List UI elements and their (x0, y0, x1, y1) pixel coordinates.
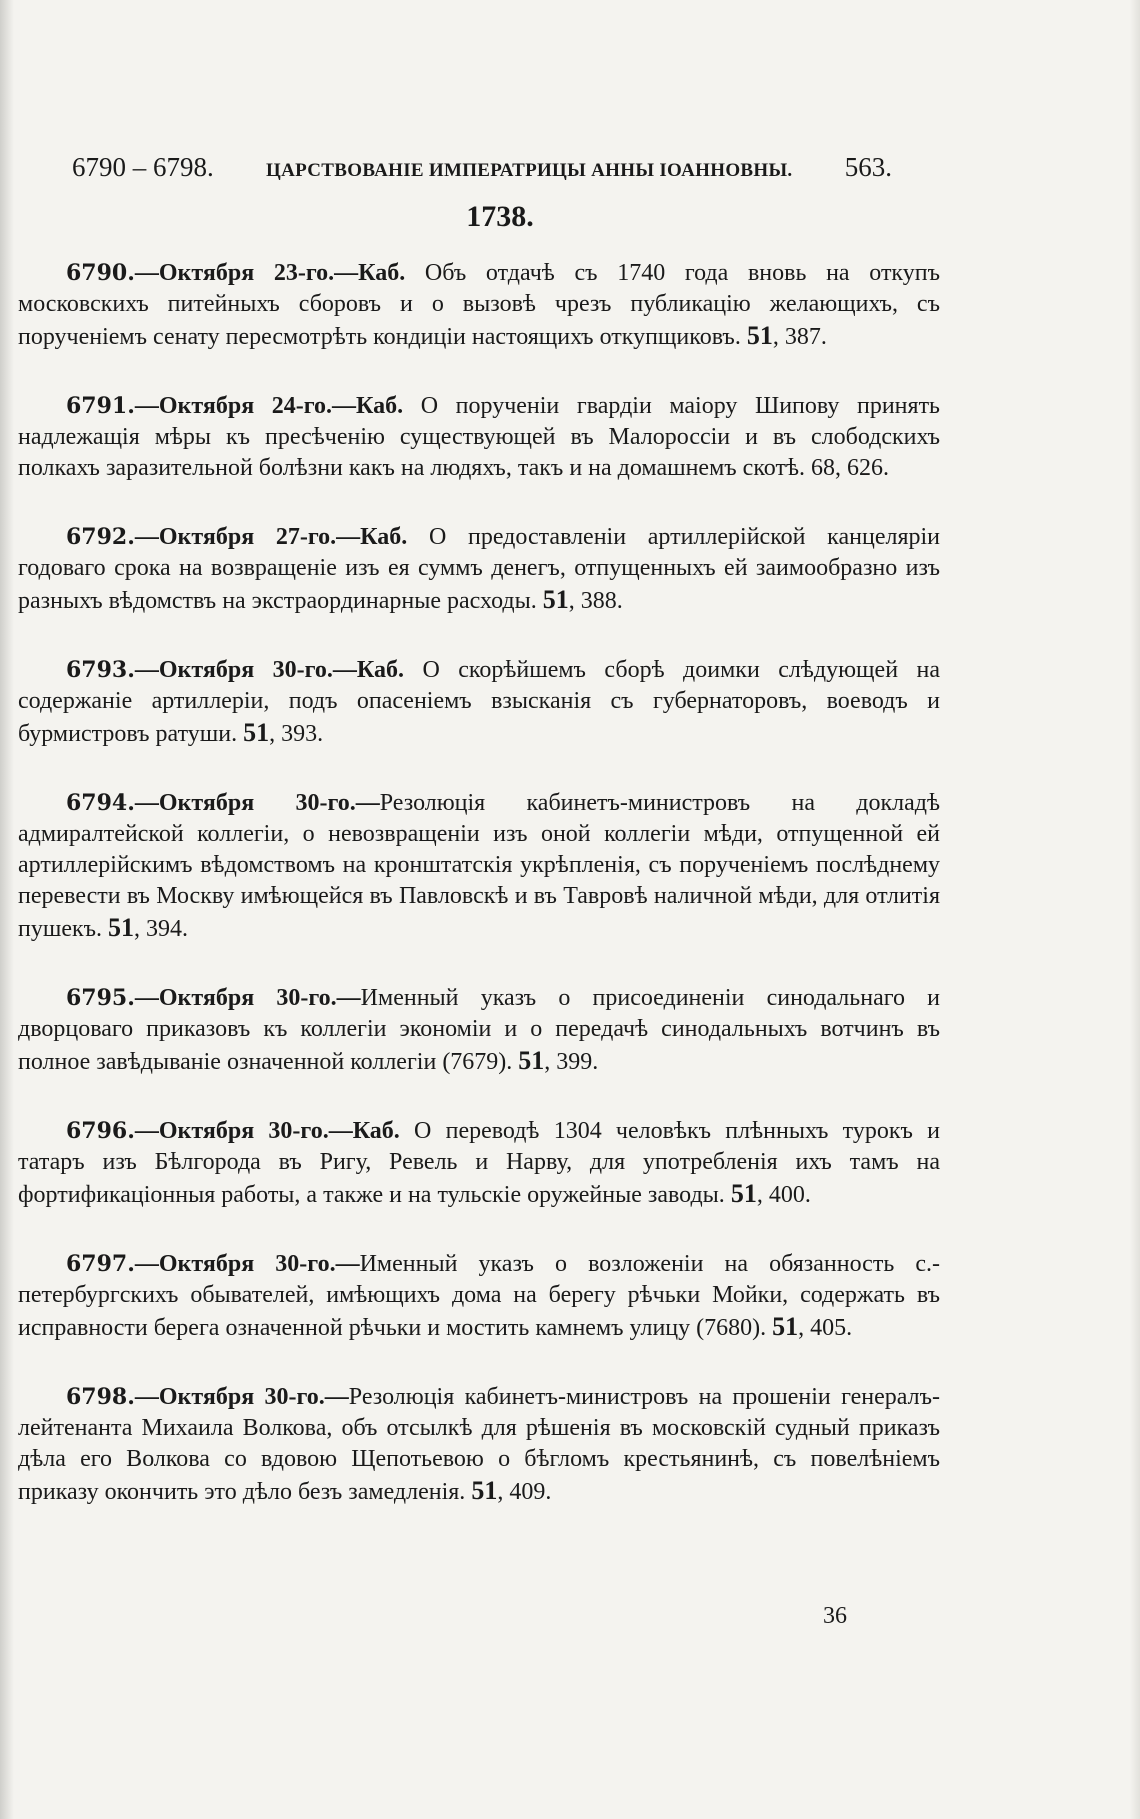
entry-date: —Октября 27-го.—Каб. (134, 524, 408, 550)
entry (18, 258, 940, 353)
running-header (72, 152, 892, 183)
entry-page: , 409. (497, 1479, 552, 1505)
entry-number: 6796. (66, 1118, 135, 1144)
entry-page: , 388. (568, 588, 623, 614)
entry-page: , 393. (269, 721, 324, 747)
entry-text: Резолюція кабинетъ-министровъ на прошеніи генералъ-лейтенанта Михаила Волкова, объ отсылкѣ для рѣшенія въ московскій судный приказъ дѣла его Волкова со вдовою Щепотьевою о бѣгломъ крестьянинѣ, съ повелѣніемъ приказу окончить это дѣло безъ замедленія. (18, 1384, 940, 1505)
entry-date: —Октября 30-го.— (134, 1384, 349, 1410)
header-title: ЦАРСТВОВАНІЕ ИМПЕРАТРИЦЫ АННЫ ІОАННОВНЫ. (266, 160, 793, 181)
entry-number: 6797. (66, 1251, 135, 1277)
entry (18, 391, 940, 484)
entry-date: —Октября 30-го.—Каб. (134, 1118, 400, 1144)
entry-page: , 405. (798, 1315, 853, 1341)
entry-volume: 51 (730, 1179, 757, 1208)
entry-page: , 626. (834, 455, 889, 481)
entry-date: —Октября 23-го.—Каб. (134, 260, 406, 286)
entry (18, 655, 940, 750)
entry-date: —Октября 30-го.— (134, 1251, 360, 1277)
entry-number: 6794. (66, 790, 135, 816)
entry-date: —Октября 24-го.—Каб. (134, 393, 404, 419)
entry-volume: 51 (243, 718, 270, 747)
entry-volume: 51 (772, 1312, 799, 1341)
entry-volume: 51 (518, 1046, 545, 1075)
entry-text: Объ отдачѣ съ 1740 года вновь на откупъ московскихъ питейныхъ сборовъ и о вызовѣ чрезъ публикацію желающихъ, съ порученіемъ сенату пересмотрѣть кондиціи настоящихъ откупщиковъ. (18, 260, 940, 350)
entry-volume: 51 (542, 585, 569, 614)
entry-text: О предоставленіи артиллерійской канцеляріи годоваго срока на возвращеніе изъ ея суммъ денегъ, отпущенныхъ ей заимообразно изъ разныхъ вѣдомствъ на экстраординарные расходы. (18, 524, 940, 614)
entry-page: , 387. (772, 324, 827, 350)
entry (18, 983, 940, 1078)
signature-mark: 36 (823, 1603, 847, 1629)
entries-list (18, 258, 940, 1546)
entry-volume: 68 (810, 455, 835, 481)
entry (18, 1249, 940, 1344)
entry-volume: 51 (746, 321, 773, 350)
year-heading: 1738. (466, 200, 534, 233)
entry-volume: 51 (471, 1476, 498, 1505)
entry-date: —Октября 30-го.— (134, 985, 361, 1011)
page-gutter-shadow (0, 0, 14, 1819)
entry (18, 788, 940, 945)
entry-number: 6792. (66, 524, 135, 550)
entry-page: , 400. (756, 1182, 811, 1208)
entry-date: —Октября 30-го.— (134, 790, 380, 816)
entry-page: , 394. (134, 916, 189, 942)
entry (18, 1116, 940, 1211)
entry-page: , 399. (544, 1049, 599, 1075)
entry-date: —Октября 30-го.—Каб. (134, 657, 405, 683)
entry-number: 6795. (66, 985, 135, 1011)
entry-number: 6790. (66, 260, 135, 286)
entry-text: О скорѣйшемъ сборѣ доимки слѣдующей на содержаніе артиллеріи, подъ опасеніемъ взысканія съ губернаторовъ, воеводъ и бурмистровъ ратуши. (18, 657, 940, 747)
page-edge (1130, 0, 1140, 1819)
entry-number: 6791. (66, 393, 135, 419)
entry-text: Резолюція кабинетъ-министровъ на докладѣ адмиралтейской коллегіи, о невозвращеніи изъ оной коллегіи мѣди, отпущенной ей артиллерійскимъ вѣдомствомъ на кронштатскія укрѣпленія, съ порученіемъ послѣднему перевести въ Москву имѣющейся въ Павловскѣ и въ Тавровѣ наличной мѣди, для отлитія пушекъ. (18, 790, 941, 942)
entry-text: О переводѣ 1304 человѣкъ плѣнныхъ турокъ и татаръ изъ Бѣлгорода въ Ригу, Ревель и Нарву, для употребленія ихъ тамъ на фортификаціонныя работы, а также и на тульскіе оружейные заводы. (18, 1118, 941, 1208)
entry-text: Именный указъ о присоединеніи синодальнаго и дворцоваго приказовъ къ коллегіи экономіи и о передачѣ синодальныхъ вотчинъ въ полное завѣдываніе означенной коллегіи (7679). (18, 985, 940, 1075)
entry (18, 1382, 940, 1508)
entry-volume: 51 (108, 913, 135, 942)
entry-number: 6793. (66, 657, 135, 683)
entry-number: 6798. (66, 1384, 135, 1410)
page-number: 563. (844, 152, 892, 182)
entry (18, 522, 940, 617)
entry-range: 6790 – 6798. (72, 152, 214, 182)
entry-text: Именный указъ о возложеніи на обязанность с.-петербургскихъ обывателей, имѣющихъ дома на берегу рѣчьки Мойки, содержать въ исправности берега означенной рѣчьки и мостить камнемъ улицу (7680). (18, 1251, 941, 1341)
entry-text: О порученіи гвардіи маіору Шипову принять надлежащія мѣры къ пресѣченію существующей въ Малороссіи и въ слободскихъ полкахъ заразительной болѣзни какъ на людяхъ, такъ и на домашнемъ скотѣ. (18, 393, 941, 481)
